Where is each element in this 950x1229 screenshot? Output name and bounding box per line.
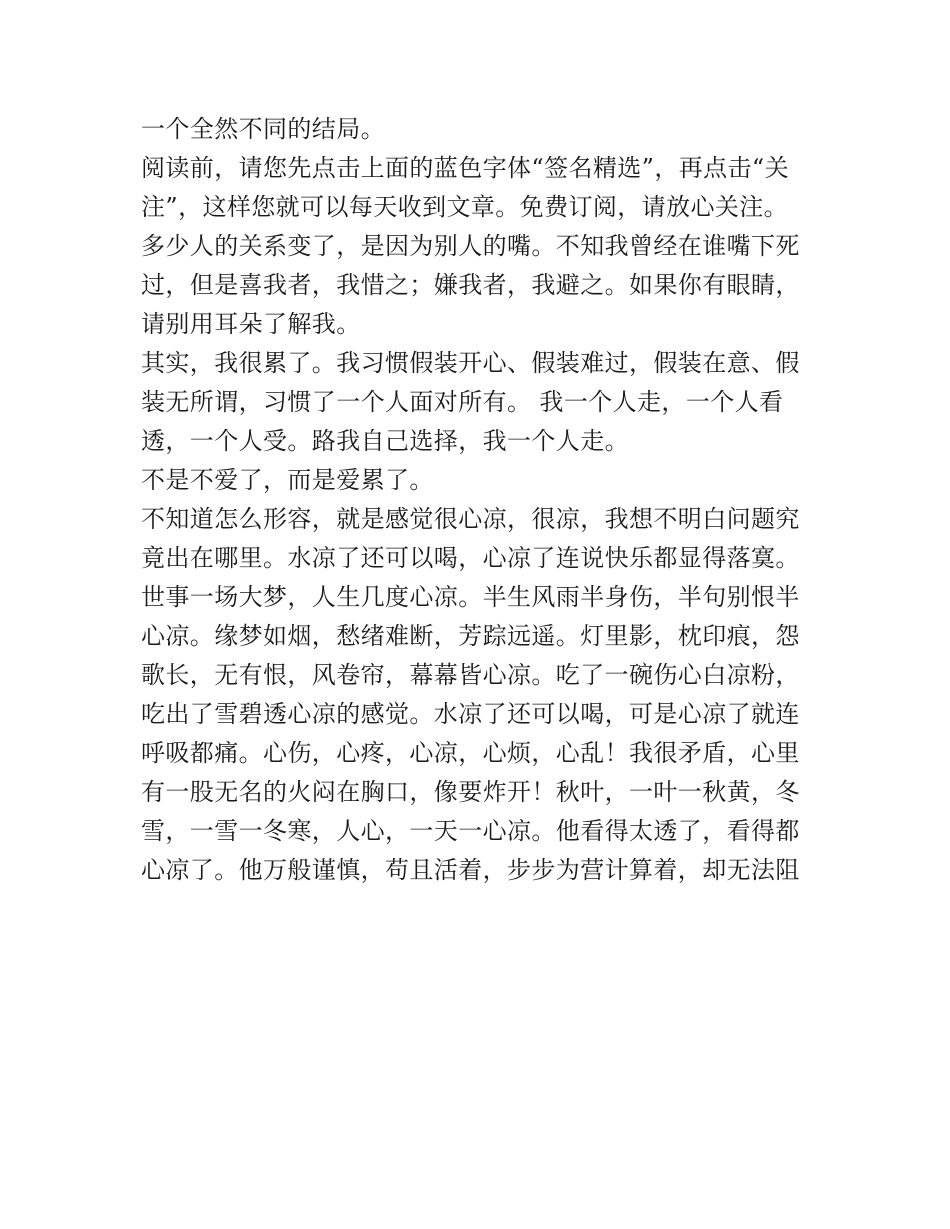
text-line: 不是不爱了，而是爱累了。 bbox=[141, 466, 434, 494]
text-line: 不知道怎么形容，就是感觉很心凉，很凉，我想不明白问题究 bbox=[141, 505, 800, 533]
paragraph-1 bbox=[141, 110, 821, 149]
text-line: 心凉了。他万般谨慎，苟且活着，步步为营计算着，却无法阻 bbox=[141, 856, 800, 884]
text-line: 一个全然不同的结局。 bbox=[141, 115, 385, 143]
text-line: 雪，一雪一冬寒，人心，一天一心凉。他看得太透了，看得都 bbox=[141, 817, 800, 845]
text-line: 竟出在哪里。水凉了还可以喝，心凉了连说快乐都显得落寞。 bbox=[141, 544, 800, 572]
paragraph-6 bbox=[141, 500, 821, 890]
text-line: 透，一个人受。路我自己选择，我一个人走。 bbox=[141, 427, 629, 455]
text-line: 装无所谓，习惯了一个人面对所有。 我一个人走，一个人看 bbox=[141, 388, 784, 416]
paragraph-4 bbox=[141, 344, 821, 461]
text-line: 注”，这样您就可以每天收到文章。免费订阅，请放心关注。 bbox=[141, 193, 789, 221]
document-body bbox=[141, 110, 821, 890]
paragraph-3 bbox=[141, 227, 821, 344]
text-line: 有一股无名的火闷在胸口，像要炸开！秋叶，一叶一秋黄，冬 bbox=[141, 778, 800, 806]
paragraph-2 bbox=[141, 149, 821, 227]
text-line: 请别用耳朵了解我。 bbox=[141, 310, 361, 338]
text-line: 阅读前，请您先点击上面的蓝色字体“签名精选”，再点击“关 bbox=[141, 154, 790, 182]
text-line: 多少人的关系变了，是因为别人的嘴。不知我曾经在谁嘴下死 bbox=[141, 232, 800, 260]
text-line: 心凉。缘梦如烟，愁绪难断，芳踪远遥。灯里影，枕印痕，怨 bbox=[141, 622, 800, 650]
text-line: 其实，我很累了。我习惯假装开心、假装难过，假装在意、假 bbox=[141, 349, 800, 377]
text-line: 世事一场大梦，人生几度心凉。半生风雨半身伤，半句别恨半 bbox=[141, 583, 800, 611]
text-line: 歌长，无有恨，风卷帘，幕幕皆心凉。吃了一碗伤心白凉粉， bbox=[141, 661, 800, 689]
text-line: 过，但是喜我者，我惜之；嫌我者，我避之。如果你有眼睛， bbox=[141, 271, 800, 299]
paragraph-5 bbox=[141, 461, 821, 500]
text-line: 呼吸都痛。心伤，心疼，心凉，心烦，心乱！我很矛盾，心里 bbox=[141, 739, 800, 767]
text-line: 吃出了雪碧透心凉的感觉。水凉了还可以喝，可是心凉了就连 bbox=[141, 700, 800, 728]
